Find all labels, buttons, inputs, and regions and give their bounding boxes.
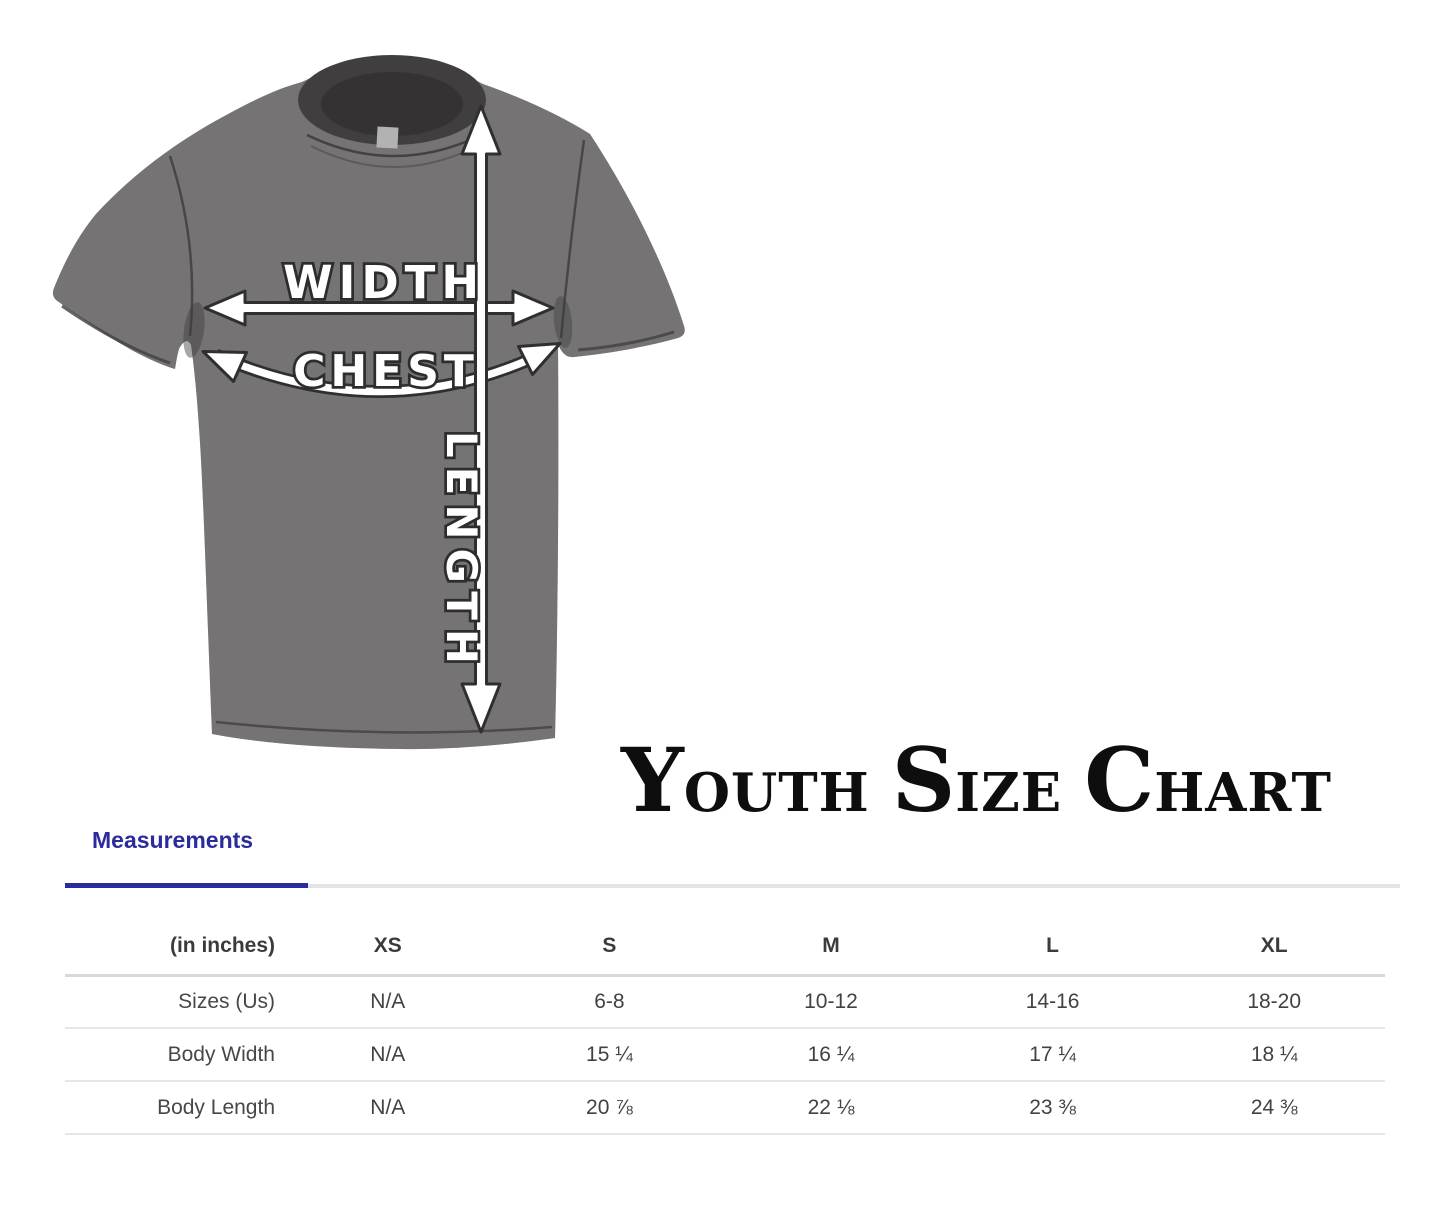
column-header: M (720, 918, 942, 975)
tab-rule (308, 884, 1400, 888)
size-cell: 10-12 (720, 975, 942, 1028)
heather-texture (53, 59, 685, 749)
size-table (65, 918, 1385, 1135)
column-header: XL (1163, 918, 1385, 975)
size-cell: 17 ¼ (942, 1028, 1164, 1081)
shirt-diagram-svg (0, 0, 730, 790)
title-word: SIZE (891, 728, 1063, 832)
title-word: CHART (1084, 728, 1332, 832)
size-cell: 22 ⅛ (720, 1081, 942, 1134)
shirt-measurement-diagram (0, 0, 730, 790)
size-cell: 18 ¼ (1163, 1028, 1385, 1081)
table-row (65, 975, 1385, 1028)
title-word: YOUTH (621, 728, 870, 832)
size-cell: 15 ¼ (499, 1028, 721, 1081)
neck-opening (321, 72, 463, 136)
column-header: L (942, 918, 1164, 975)
row-label: Sizes (Us) (65, 975, 277, 1028)
size-table-head-row (65, 918, 1385, 975)
chest-label: CHEST (293, 346, 479, 397)
column-header: S (499, 918, 721, 975)
size-table-body (65, 975, 1385, 1134)
size-cell: 24 ⅜ (1163, 1081, 1385, 1134)
column-header-inches: (in inches) (65, 918, 277, 975)
width-label: WIDTH (282, 256, 486, 309)
size-cell: 18-20 (1163, 975, 1385, 1028)
size-cell: 6-8 (499, 975, 721, 1028)
size-cell: N/A (277, 1081, 499, 1134)
size-cell: 23 ⅜ (942, 1081, 1164, 1134)
tab-measurements[interactable]: Measurements (92, 827, 254, 853)
row-label: Body Length (65, 1081, 277, 1134)
size-cell: 16 ¼ (720, 1028, 942, 1081)
size-cell: 14-16 (942, 975, 1164, 1028)
length-label: LENGTH (437, 430, 486, 674)
neck-tag (376, 126, 398, 148)
size-cell: N/A (277, 975, 499, 1028)
page-title (610, 728, 1332, 832)
column-header: XS (277, 918, 499, 975)
row-label: Body Width (65, 1028, 277, 1081)
tshirt-image (53, 55, 685, 749)
tab-active-underline (65, 883, 308, 888)
size-cell: N/A (277, 1028, 499, 1081)
table-row (65, 1028, 1385, 1081)
size-chart-section (65, 918, 1385, 1135)
size-cell: 20 ⅞ (499, 1081, 721, 1134)
table-row (65, 1081, 1385, 1134)
